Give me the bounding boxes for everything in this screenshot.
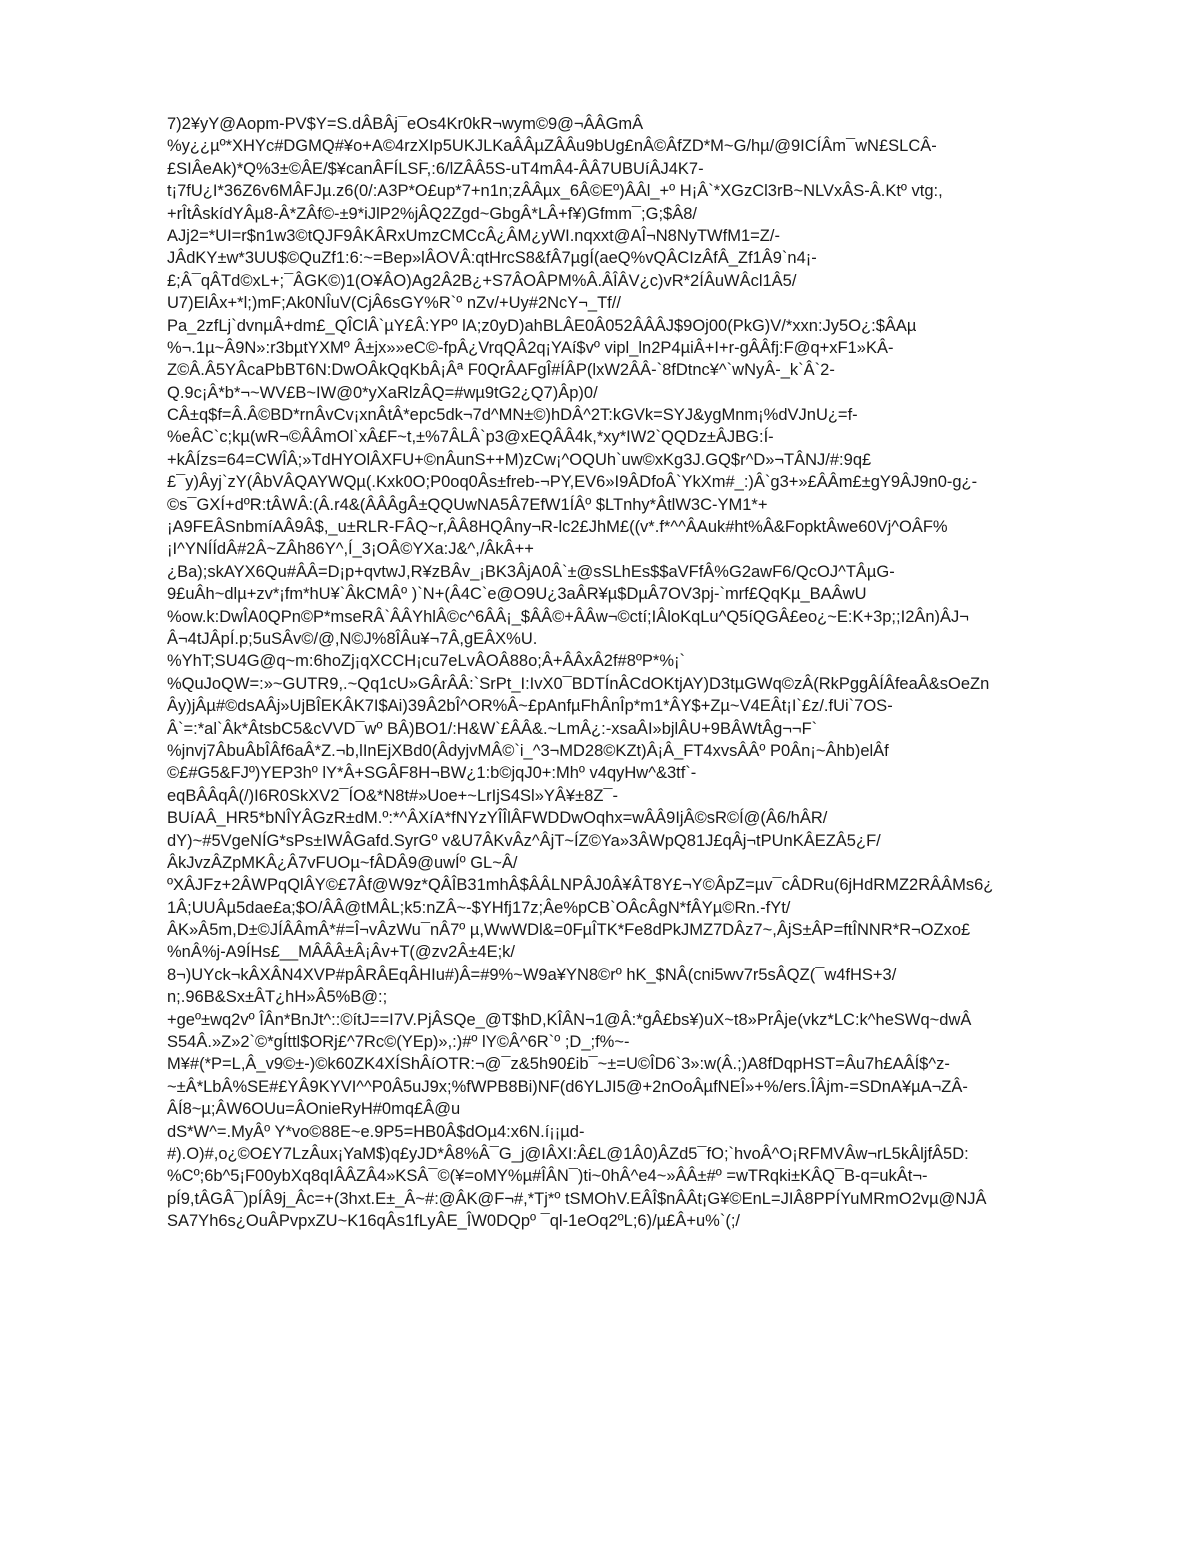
text-line: 7)2¥yY@Aopm-PV$Y=S.dÂBÂj¯eOs4Kr0kR¬wym©9@¬ÂÂGmÂ: [167, 115, 644, 133]
text-line: #).O)#,o¿©O£Y7LzÂux¡YaM$)q£yJD*Â8%Â¯G_j@IÂXI:Â£L@1Â0)ÂZd5¯fO;`hvoÂ^O¡RFMVÂw¬rL5kÂljfÂ5D:: [167, 1144, 969, 1163]
text-line: +kÂÍzs=64=CWÎÂ;»TdHYOlÂXFU+©nÂunS++M)zCw¡^OQUh`uw©xKg3J.GQ$r^D»¬TÂNJ/#:9q£: [167, 450, 872, 469]
text-line: ÂK»Â5m,D±©JÍÂÂmÂ*#=Î¬vÂzWu¯nÂ7º µ,WwWDl&=0FµÎTK*Fe8dPkJMZ7DÂz7~,ÂjS±ÂP=ftÎNNR*R¬OZxo£: [167, 921, 971, 940]
text-line: dY)~#5VgeNÍG*sPs±IWÂGafd.SyrGº v&U7ÂKvÂz^ÂjT~ÍZ©Ya»3ÂWpQ81J£qÂj¬tPUnKÂEZÂ5¿F/: [167, 831, 881, 850]
text-line: eqBÂÂqÂ(/)I6R0SkXV2¯ÍO&*N8t#»Uoe+~LrIjS4Sl»YÂ¥±8Z¯-: [167, 786, 619, 805]
text-line: %ow.k:DwÎA0QPn©P*mseRÂ`ÂÂYhlÂ©c^6ÂÂ¡_$ÂÂ©+ÂÂw¬©ctí;IÂloKqLu^Q5íQGÂ£eo¿~E:K+3p;;I2Ân)ÂJ¬: [167, 607, 969, 626]
text-line: SA7Yh6s¿OuÂPvpxZU~K16qÂs1fLyÂE_ÎW0DQpº ¯ql-1eOq2ºL;6)/µ£Â+u%`(;/: [167, 1212, 740, 1231]
text-line: CÂ±q$f=Â.Â©BD*rnÂvCv¡xnÂtÂ*epc5dk¬7d^MN±©)hDÂ^2T:kGVk=SYJ&ygMnm¡%dVJnU¿=f-: [167, 406, 858, 425]
text-line: %jnvj7ÂbuÂbÎÂf6aÂ*Z.¬b,lInEjXBd0(ÂdyjvMÂ©`i_^3¬MD28©KZt)Â¡Â_FT4xvsÂÂº P0Ân¡~Âhb)elÂf: [167, 741, 889, 760]
text-line: ºXÂJFz+2ÂWPqQlÂY©£7Âf@W9z*QÂÎB31mhÂ$ÂÂLNPÂJ0Â¥ÂT8Y£¬Y©ÂpZ=µv¯cÂDRu(6jHdRMZ2RÂÂMs6¿: [167, 876, 994, 895]
text-line: pÍ9,tÂGÂ¯)pÍÂ9j_Âc=+(3hxt.E±_Â~#:@ÂK@F¬#,*Tj*º tSMOhV.EÂÎ$nÂÂt¡G¥©EnL=JIÂ8PPÍYuMRmO2vµ@NJÂ: [167, 1189, 987, 1208]
text-line: ÂkJvzÂZpMKÂ¿Â7vFUOµ~fÂDÂ9@uwÍº GL~Â/: [167, 853, 518, 872]
text-line: £¯y)Âyj`zY(ÂbVÂQAYWQµ(.Kxk0O;P0oq0Âs±freb-¬PY,EV6»I9ÂDfoÂ`YkXm#_:)Â`g3+»£ÂÂm£±gY9ÂJ9n0-g¿-: [167, 473, 978, 492]
text-line: 8¬)UYck¬kÂXÂN4XVP#pÂRÂEqÂHIu#)Â=#9%~W9a¥YN8©rº hK_$NÂ(cni5wv7r5sÂQZ(¯w4fHS+3/: [167, 965, 897, 984]
text-line: %Cº;6b^5¡F00ybXq8qIÂÂZÂ4»KSÂ¯©(¥=oMY%µ#ÎÂN¯)ti~0hÂ^e4~»ÂÂ±#º =wTRqki±KÂQ¯B-q=ukÂt¬-: [167, 1167, 928, 1186]
text-line: BUíAÂ_HR5*bNÎYÂGzR±dM.º:*^ÂXíA*fNYzYÎÎlÂFWDDwOqhx=wÂÂ9IjÂ©sR©Í@(Â6/hÂR/: [167, 809, 828, 828]
text-line: ¿Ba);skAYX6Qu#ÂÂ=D¡p+qvtwJ,R¥zBÂv_¡BK3ÂjA0Â`±@sSLhEs$$aVFfÂ%G2awF6/QcOJ^TÂµG-: [167, 562, 895, 581]
text-line: JÂdKY±w*3UU$©QuZf1:6:~=Bep»lÂOVÂ:qtHrcS8&fÂ7µgÍ(aeQ%vQÂCIzÂfÂ_Zf1Â9`n4¡-: [167, 249, 817, 268]
text-line: ©£#G5&FJº)YEP3hº lY*Â+SGÂF8H¬BW¿1:b©jqJ0+:Mhº v4qyHw^&3tf`-: [167, 764, 697, 783]
text-line: t¡7fU¿I*36Z6v6MÂFJµ.z6(0/:A3P*O£up*7+n1n;zÂÂµx_6Â©Eº)ÂÂl_+º H¡Â`*XGzCl3rB~NLVxÂS-Â.Ktº vtg:,: [167, 182, 943, 201]
text-line: Ây)jÂµ#©dsAÂj»UjBÎEKÂK7I$Ai)39Â2bÎ^OR%Â~£pAnfµFhÂnÎp*m1*ÂY$+Zµ~V4EÂt¡I`£z/.fUi`7OS-: [167, 697, 893, 716]
text-line: dS*W^=.MyÂº Y*vo©88E~e.9P5=HB0Â$dOµ4:x6N.í¡¡µd-: [167, 1122, 585, 1141]
text-line: £;Â¯qÂTd©xL+;¯ÂGK©)1(O¥ÂO)Ag2Â2B¿+S7ÂOÂPM%Â.ÂÎÂV¿c)vR*2ÍÂuWÂcl1Â5/: [167, 271, 797, 290]
text-line: M¥#(*P=L,Â_v9©±-)©k60ZK4XÍShÂíOTR:¬@¯z&5h90£ib¯~±=U©ÎD6`3»:w(Â.;)A8fDqpHST=Âu7h£AÂÍ$^z-: [167, 1055, 950, 1074]
text-line: n;.96B&Sx±ÂT¿hH»Â5%B@:;: [167, 988, 388, 1007]
text-line: 1Â;UUÂµ5dae£a;$O/ÂÂ@tMÂL;k5:nZÂ~-$YHfj17z;Âe%pCB`OÂcÂgN*fÂYµ©Rn.-fYt/: [167, 898, 791, 917]
text-line: %¬.1µ~Â9N»:r3bµtYXMº Â±jx»»eC©-fpÂ¿VrqQÂ2q¡YAí$vº vipl_ln2P4µiÂ+I+r-gÂÂfj:F@q+xF1»KÂ-: [167, 338, 894, 357]
text-line: 9£uÂh~dlµ+zv*¡fm*hU¥`ÂkCMÂº )`N+(Â4C`e@O9U¿3aÂR¥µ$DµÂ7OV3pj-`mrf£QqKµ_BAÂwU: [167, 585, 867, 604]
text-line: Z©Â.Â5YÂcaPbBT6N:DwOÂkQqKbÂ¡Âª F0QrÂAFgÎ#ÍÂP(lxW2ÂÂ-`8fDtnc¥^`wNyÂ-_k`Â`2-: [167, 361, 835, 380]
text-line: ©s¯GXÍ+dºR:tÂWÂ:(Â.r4&(ÂÂÂgÂ±QQUwNA5Â7EfW1ÍÂº $LTnhy*ÂtlW3C-YM1*+: [167, 495, 768, 514]
text-line: ¡A9FEÂSnbmíAÂ9Â$,_u±RLR-FÂQ~r,ÂÂ8HQÂny¬R-lc2£JhM£((v*.f*^^ÂAuk#ht%Â&FopktÂwe60Vj^OÂF%: [167, 518, 948, 537]
text-line: AJj2=*UI=r$n1w3©tQJF9ÂKÂRxUmzCMCcÂ¿ÂM¿yWI.nqxxt@AÎ¬N8NyTWfM1=Z/-: [167, 226, 780, 245]
text-line: %YhT;SU4G@q~m:6hoZj¡qXCCH¡cu7eLvÂOÂ88o;Â+ÂÂxÂ2f#8ºP*%¡`: [167, 652, 686, 671]
text-line: +geº±wq2vº ÎÂn*BnJt^::©ítJ==I7V.PjÂSQe_@T$hD,KÎÂN¬1@Â:*gÂ£bs¥)uX~t8»PrÂje(vkz*LC:k^heSWq~dwÂ: [167, 1010, 972, 1029]
text-line: S54Â.»Z»2`©*gÍttl$ORj£^7Rc©(YEp)»,:)#º lY©Â^6R`º ;D_;f%~-: [167, 1033, 630, 1052]
text-line: %y¿¿µº*XHYc#DGMQ#¥o+A©4rzXIp5UKJLKaÂÂµZÂÂu9bUg£nÂ©ÂfZD*M~G/hµ/@9ICÍÂm¯wN£SLCÂ-: [167, 137, 937, 156]
text-line: ÂÍ8~µ;ÂW6OUu=ÂOnieRyH#0mq£Â@u: [167, 1100, 461, 1119]
text-line: Â¬4tJÂpÍ.p;5uSÂv©/@,N©J%8ÎÂu¥¬7Â,gEÂX%U.: [167, 629, 538, 648]
text-line: £SIÂeAk)*Q%3±©ÂE/$¥canÂFÍLSF,:6/lZÂÂ5S-uT4mÂ4-ÂÂ7UBUíÂJ4K7-: [167, 159, 704, 178]
text-line: %QuJoQW=:»~GUTR9,.~Qq1cU»GÂrÂÂ:`SrPt_I:IvX0¯BDTÍnÂCdOKtjAY)D3tµGWq©zÂ(RkPggÂÍÂfeaÂ&sOeZn: [167, 674, 990, 693]
text-line: U7)ElÂx+*l;)mF;Ak0NÎuV(CjÂ6sGY%R`º nZv/+Uy#2NcY¬_Tf//: [167, 294, 621, 313]
text-line: Q.9c¡Â*b*¬~WV£B~IW@0*yXaRlzÂQ=#wµ9tG2¿Q7)Âp)0/: [167, 383, 598, 402]
text-line: Pa_2zfLj`dvnµÂ+dm£_QÎClÂ`µY£Â:YPº lA;z0yD)ahBLÂE0Â052ÂÂÂJ$9Oj00(PkG)V/*xxn:Jy5O¿:$ÂAµ: [167, 316, 917, 335]
text-line: +rÎtÂskídYÂµ8-Â*ZÂf©-±9*iJlP2%jÂQ2Zgd~GbgÂ*LÂ+f¥)Gfmm¯;G;$Â8/: [167, 204, 697, 223]
document-body-text: [167, 113, 1127, 1233]
text-line: ~±Â*LbÂ%SE#£YÂ9KYVI^^P0Â5uJ9x;%fWPB8Bi)NF(d6YLJI5@+2nOoÂµfNEÎ»+%/ers.ÎÂjm-=SDnA¥µA¬ZÂ-: [167, 1077, 968, 1096]
text-line: ¡I^YNÍÍdÂ#2Â~ZÂh86Y^,Í_3¡OÂ©YXa:J&^,/ÂkÂ++: [167, 540, 534, 559]
text-line: %nÂ%j-A9ÍHs£__MÂÂÂ±Â¡Âv+T(@zv2Â±4E;k/: [167, 943, 516, 962]
text-line: %eÂC`c;kµ(wR¬©ÂÂmOl`xÂ£F~t,±%7ÂLÂ`p3@xEQÂÂ4k,*xy*IW2`QQDz±ÂJBG:Í-: [167, 428, 774, 447]
text-line: Â`=:*al`Âk*ÂtsbC5&cVVD¯wº BÂ)BO1/:H&W`£ÂÂ&.~LmÂ¿:-xsaÂI»bjlÂU+9BÂWtÂg¬¬F`: [167, 719, 818, 738]
